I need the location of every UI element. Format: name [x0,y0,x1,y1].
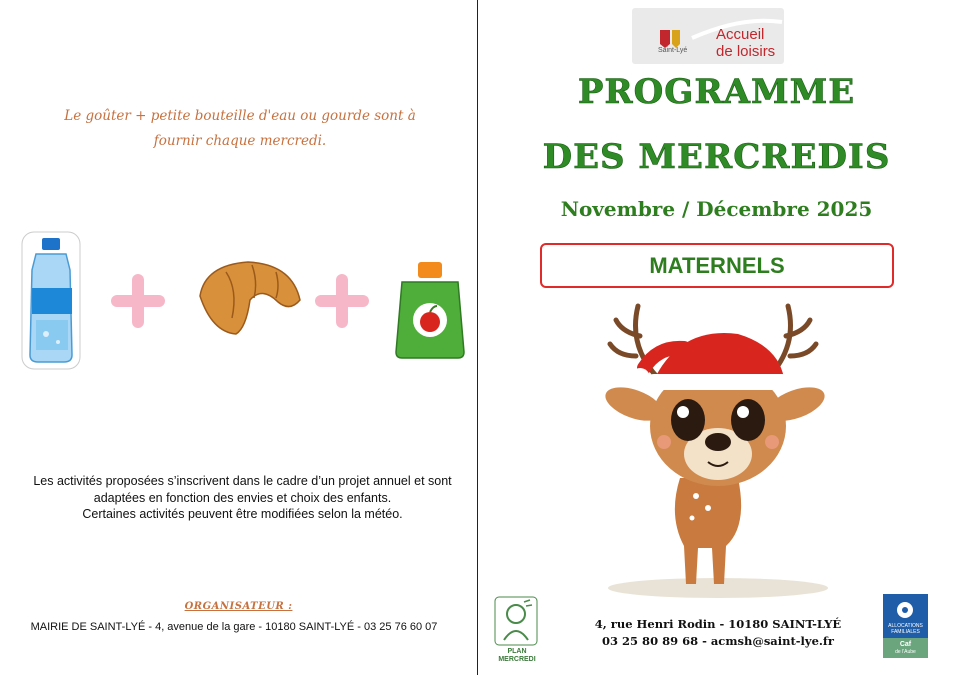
snack-note-line1: Le goûter + petite bouteille d'eau ou gourde sont à [64,108,416,124]
logo-town-text: Saint-Lyé [658,47,688,54]
contact-phone-email: 03 25 80 89 68 - acmsh@saint-lye.fr [602,634,834,648]
left-page [0,0,477,675]
croissant-icon [200,262,300,334]
snack-note-line2: fournir chaque mercredi. [153,133,327,149]
activities-line1: Les activités proposées s’inscrivent dans le cadre d’un projet annuel et sont [33,474,452,488]
caf-bottom-band [883,638,928,658]
fruit-pouch-icon [396,262,464,358]
plus-icon [111,274,165,328]
organizer-address: MAIRIE DE SAINT-LYÉ - 4, avenue de la gare - 10180 SAINT-LYÉ - 03 25 76 60 07 [30,621,438,633]
group-badge [540,243,894,288]
christmas-reindeer-illustration [588,296,848,606]
caf-line2: FAMILIALES [891,629,920,635]
title-line2: DES MERCREDIS [542,137,891,177]
group-badge-label: MATERNELS [649,253,785,278]
water-bottle-icon [22,232,80,369]
logo-line1: Accueil [716,26,765,43]
logo-line2: de loisirs [716,43,776,60]
activities-line2: adaptées en fonction des envies et choix des enfants. [93,490,392,505]
caf-star-icon [883,596,928,626]
contact-address: 4, rue Henri Rodin - 10180 SAINT-LYÉ [594,617,842,631]
caf-line1: ALLOCATIONS [888,623,923,629]
plan-mercredi-icon [494,596,538,646]
period-subtitle: Novembre / Décembre 2025 [560,197,873,221]
accueil-de-loisirs-logo [632,8,784,64]
right-page [478,0,955,675]
activities-line3: Certaines activités peuvent être modifiées selon la météo. [82,507,403,521]
logo-text [716,26,775,60]
plan-label [494,648,540,664]
caf-logo [883,594,928,658]
plan-label-line1: PLAN [507,648,527,655]
plan-label-line2: MERCREDI [498,656,536,663]
title-line1: PROGRAMME [577,72,856,112]
activities-text [20,473,465,523]
organizer-label: ORGANISATEUR : [184,601,293,612]
caf-line3: Caf [899,641,912,648]
plus-icon [315,274,369,328]
snack-illustrations [0,0,477,675]
caf-line4: de l'Aube [895,649,916,655]
